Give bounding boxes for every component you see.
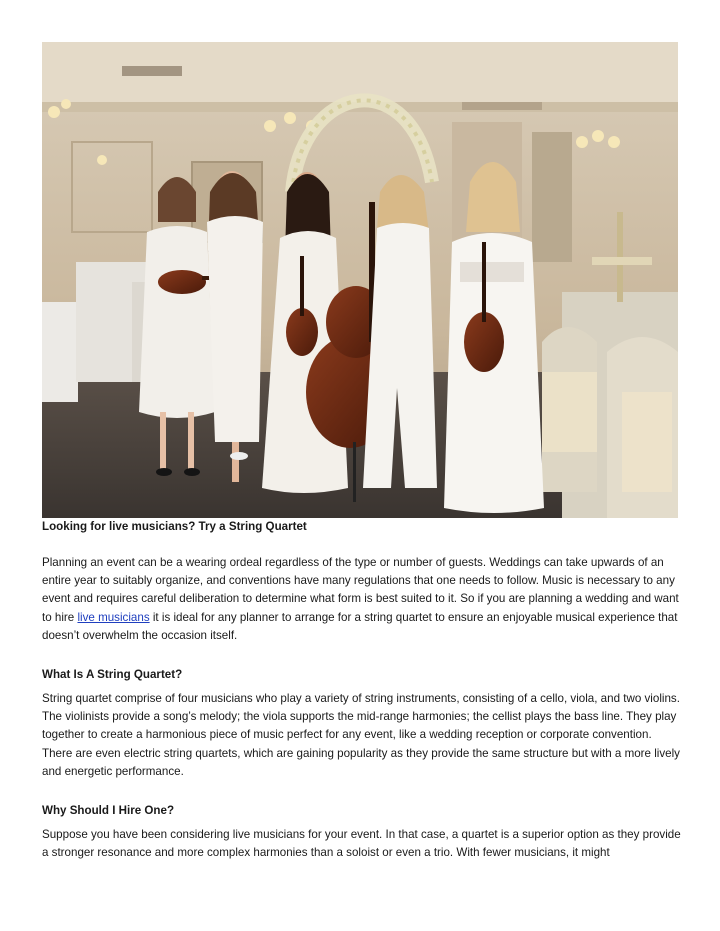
intro-paragraph [42, 554, 682, 645]
why-heading: Why Should I Hire One? [42, 804, 175, 817]
what-heading: What Is A String Quartet? [42, 668, 183, 681]
what-paragraph: String quartet comprise of four musicians who play a variety of string instruments, consisting of a cello, viola, and two violins. The violinists provide a song’s melody; the viola supports the mid-range harmonies; the cellist plays the bass line. They play together to create a harmonious piece of music perfect for any event, like a wedding reception or corporate convention. There are even electric string quartets, which are gaining popularity as they provide the same structure but with a more lively and energetic performance. [42, 692, 680, 778]
intro-text-before: Planning an event can be a wearing ordeal regardless of the type or number of guests. Weddings can take upwards of an entire year to suitably organize, and conventions have many regulations that one needs to follow. Music is necessary to any event and requires careful deliberation to determine what form is best suited to it. So if you are planning a wedding and want to hire [42, 556, 679, 624]
hero-photo [42, 42, 678, 518]
intro-heading: Looking for live musicians? Try a String Quartet [42, 520, 307, 533]
why-paragraph: Suppose you have been considering live musicians for your event. In that case, a quartet is a superior option as they provide a stronger resonance and more complex harmonies than a soloist or even a trio. With fewer musicians, it might [42, 828, 681, 860]
live-musicians-link[interactable]: live musicians [77, 610, 150, 624]
intro-text-after: it is ideal for any planner to arrange for a string quartet to ensure an enjoyable musical experience that doesn’t overwhelm the occasion itself. [42, 610, 678, 642]
